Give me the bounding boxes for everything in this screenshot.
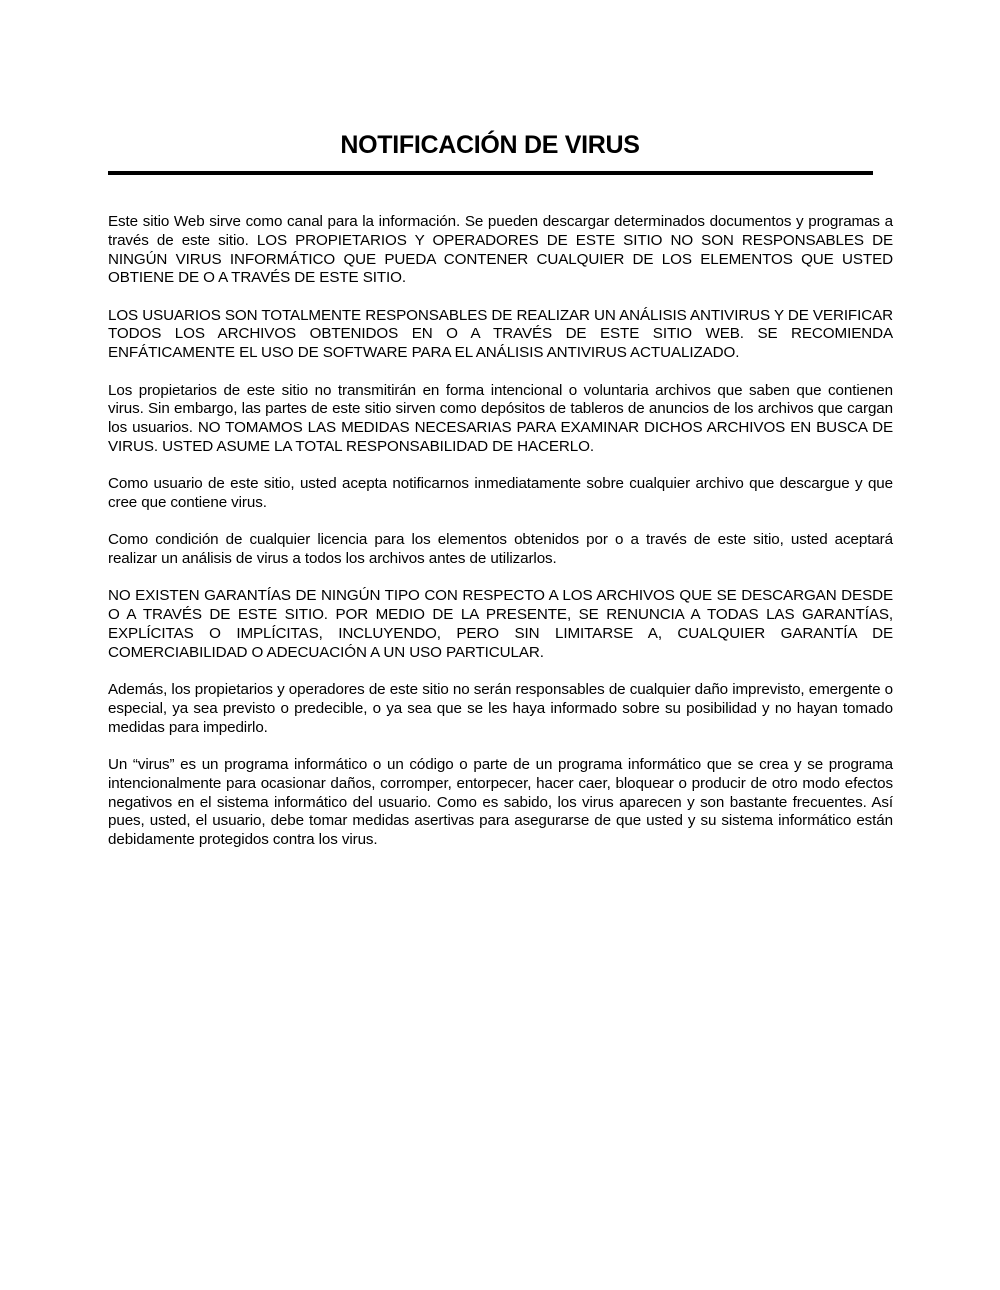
paragraph-liability: Además, los propietarios y operadores de este sitio no serán responsables de cualquier daño imprevisto, emergente o especial, ya sea previsto o predecible, o ya sea que se les haya informado sobre su posibilidad y no hayan tomado medidas para impedirlo.	[108, 681, 893, 736]
paragraph-no-warranty: NO EXISTEN GARANTÍAS DE NINGÚN TIPO CON RESPECTO A LOS ARCHIVOS QUE SE DESCARGAN DESDE O A TRAVÉS DE ESTE SITIO. POR MEDIO DE LA PRESENTE, SE RENUNCIA A TODAS LAS GARANTÍAS, EXPLÍCITAS O IMPLÍCITAS, INCLUYENDO, PERO SIN LIMITARSE A, CUALQUIER GARANTÍA DE COMERCIABILIDAD O ADECUACIÓN A UN USO PARTICULAR.	[108, 587, 893, 661]
paragraph-virus-definition: Un “virus” es un programa informático o un código o parte de un programa informático que se crea y se programa intencionalmente para ocasionar daños, corromper, entorpecer, hacer caer, bloquear o producir de otro modo efectos negativos en el sistema informático del usuario. Como es sabido, los virus aparecen y son bastante frecuentes. Así pues, usted, el usuario, debe tomar medidas asertivas para asegurarse de que usted y su sistema informático están debidamente protegidos contra los virus.	[108, 756, 893, 849]
paragraph-owners-transmission: Los propietarios de este sitio no transmitirán en forma intencional o voluntaria archivos que saben que contienen virus. Sin embargo, las partes de este sitio sirven como depósitos de tableros de anuncios de los archivos que cargan los usuarios. NO TOMAMOS LAS MEDIDAS NECESARIAS PARA EXAMINAR DICHOS ARCHIVOS EN BUSCA DE VIRUS. USTED ASUME LA TOTAL RESPONSABILIDAD DE HACERLO.	[108, 381, 893, 455]
document-title: NOTIFICACIÓN DE VIRUS	[340, 131, 640, 159]
paragraph-user-responsibility: LOS USUARIOS SON TOTALMENTE RESPONSABLES DE REALIZAR UN ANÁLISIS ANTIVIRUS Y DE VERIFICAR TODOS LOS ARCHIVOS OBTENIDOS EN O A TRAVÉS DE ESTE SITIO WEB. SE RECOMIENDA ENFÁTICAMENTE EL USO DE SOFTWARE PARA EL ANÁLISIS ANTIVIRUS ACTUALIZADO.	[108, 306, 893, 362]
document-body	[108, 213, 893, 869]
paragraph-site-channel: Este sitio Web sirve como canal para la información. Se pueden descargar determinados documentos y programas a través de este sitio. LOS PROPIETARIOS Y OPERADORES DE ESTE SITIO NO SON RESPONSABLES DE NINGÚN VIRUS INFORMÁTICO QUE PUEDA CONTENER CUALQUIER DE LOS ELEMENTOS QUE USTED OBTIENE DE O A TRAVÉS DE ESTE SITIO.	[108, 213, 893, 287]
paragraph-license-condition: Como condición de cualquier licencia para los elementos obtenidos por o a través de este sitio, usted aceptará realizar un análisis de virus a todos los archivos antes de utilizarlos.	[108, 531, 893, 568]
paragraph-notify: Como usuario de este sitio, usted acepta notificarnos inmediatamente sobre cualquier archivo que descargue y que cree que contiene virus.	[108, 475, 893, 512]
title-divider	[108, 171, 873, 175]
